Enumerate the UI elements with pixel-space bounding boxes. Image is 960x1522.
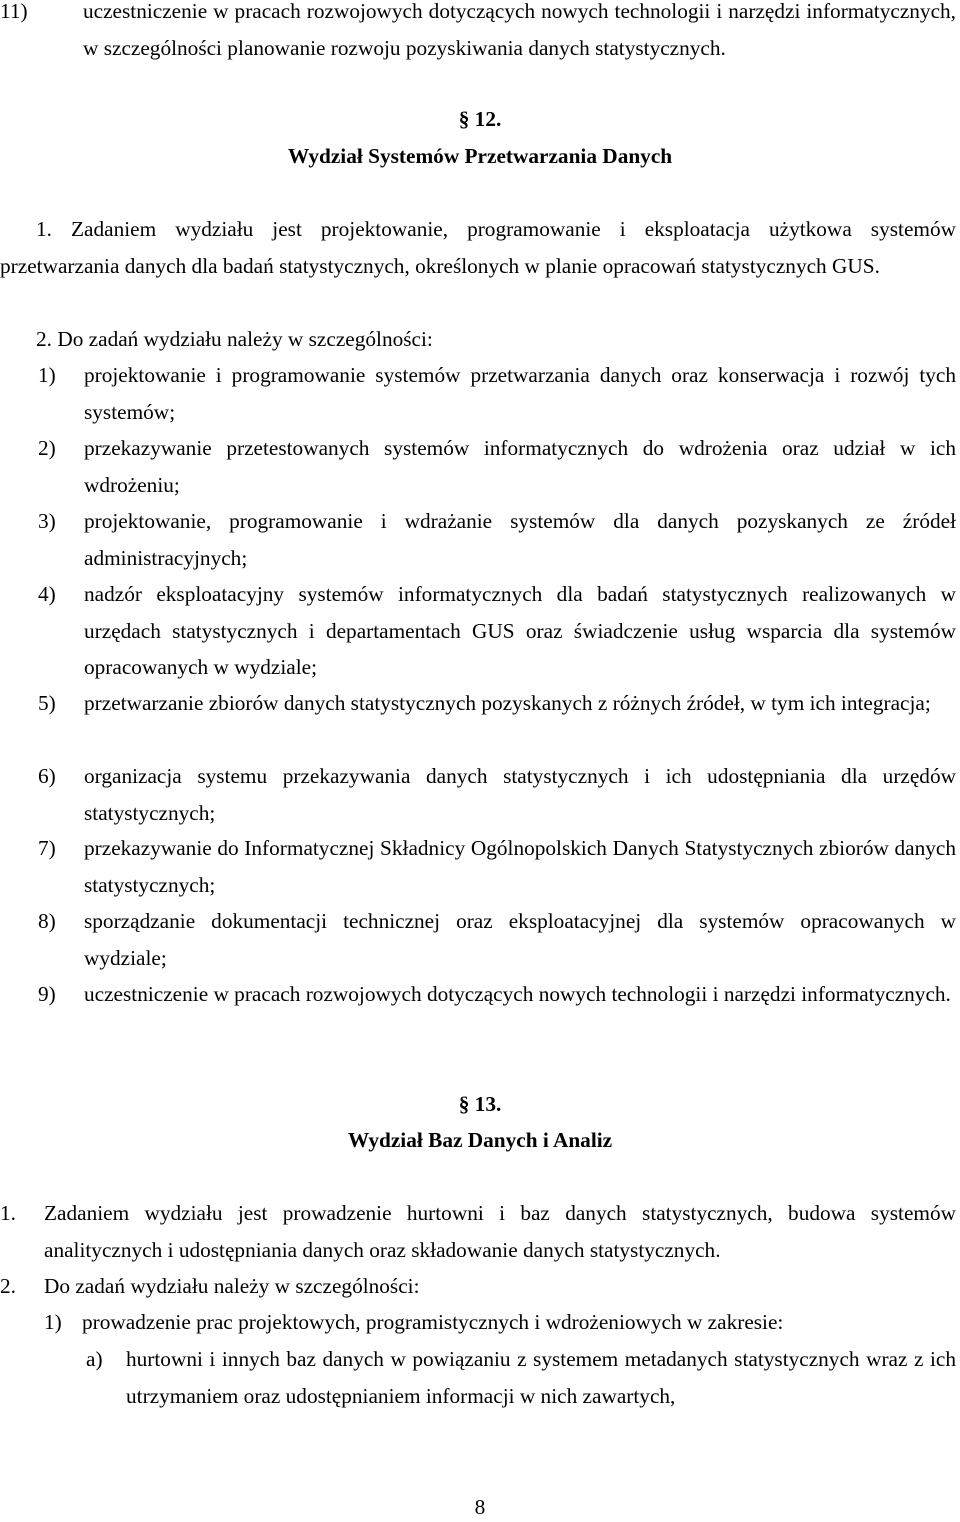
paragraph-body: Zadaniem wydziału jest prowadzenie hurtowni i baz danych statystycznych, budowa systemów analitycznych i udostępniania danych oraz składowanie danych statystycznych.	[44, 1201, 956, 1262]
item-text: prowadzenie prac projektowych, programistycznych i wdrożeniowych w zakresie:	[82, 1310, 784, 1334]
paragraph	[0, 1268, 956, 1305]
item-number: 1)	[44, 1310, 62, 1334]
paragraph	[0, 211, 956, 284]
list-item	[0, 0, 956, 66]
item-text: przekazywanie do Informatycznej Składnicy Ogólnopolskich Danych Statystycznych zbiorów danych statystycznych;	[84, 836, 956, 897]
item-number: 4)	[38, 582, 56, 606]
item-text: przetwarzanie zbiorów danych statystycznych pozyskanych z różnych źródeł, w tym ich integracja;	[84, 691, 931, 715]
paragraph-body: Do zadań wydziału należy w szczególności:	[57, 327, 433, 351]
list-item	[38, 430, 956, 503]
paragraph	[0, 321, 956, 358]
paragraph-number: 2.	[36, 327, 52, 351]
item-number: 3)	[38, 509, 56, 533]
item-number: 6)	[38, 764, 56, 788]
list-item	[38, 357, 956, 430]
paragraph-body: Zadaniem wydziału jest projektowanie, programowanie i eksploatacja użytkowa systemów przetwarzania danych dla badań statystycznych, określonych w planie opracowań statystycznych GUS.	[0, 217, 956, 278]
page-number: 8	[474, 1495, 486, 1519]
item-number: 2)	[38, 436, 56, 460]
paragraph-text	[0, 211, 956, 284]
item-number: 5)	[38, 691, 56, 715]
paragraph-body: Do zadań wydziału należy w szczególności:	[44, 1274, 420, 1298]
list-item	[44, 1304, 956, 1341]
section-title: Wydział Baz Danych i Analiz	[347, 1128, 613, 1152]
item-number: 8)	[38, 909, 56, 933]
paragraph-number: 1.	[0, 1201, 16, 1225]
item-text: projektowanie, programowanie i wdrażanie systemów dla danych pozyskanych ze źródeł administracyjnych;	[84, 509, 956, 570]
list-item	[38, 685, 956, 722]
item-text: hurtowni i innych baz danych w powiązaniu z systemem metadanych statystycznych wraz z ich utrzymaniem oraz udostępnianiem informacji w nich zawartych,	[126, 1347, 956, 1408]
item-text: uczestniczenie w pracach rozwojowych dotyczących nowych technologii i narzędzi informatycznych, w szczególności planowanie rozwoju pozyskiwania danych statystycznych.	[83, 0, 956, 60]
list-item	[38, 576, 956, 686]
item-text: nadzór eksploatacyjny systemów informatycznych dla badań statystycznych realizowanych w urzędach statystycznych i departamentach GUS oraz świadczenie usług wsparcia dla systemów opracowanych w wydziale;	[84, 582, 956, 679]
item-letter: a)	[86, 1347, 103, 1371]
section-number: § 12.	[458, 107, 502, 131]
section-number: § 13.	[458, 1092, 502, 1116]
item-number: 11)	[0, 0, 28, 23]
section-title: Wydział Systemów Przetwarzania Danych	[287, 144, 673, 168]
item-text: przekazywanie przetestowanych systemów informatycznych do wdrożenia oraz udział w ich wdrożeniu;	[84, 436, 956, 497]
list-item	[38, 503, 956, 576]
item-text: organizacja systemu przekazywania danych statystycznych i ich udostępniania dla urzędów statystycznych;	[84, 764, 956, 825]
item-number: 7)	[38, 836, 56, 860]
sub-list-item	[86, 1341, 956, 1414]
list-item	[38, 903, 956, 976]
item-number: 9)	[38, 982, 56, 1006]
item-text: uczestniczenie w pracach rozwojowych dotyczących nowych technologii i narzędzi informatycznych.	[84, 982, 951, 1006]
item-number: 1)	[38, 363, 56, 387]
paragraph-number: 2.	[0, 1274, 16, 1298]
item-text: sporządzanie dokumentacji technicznej oraz eksploatacyjnej dla systemów opracowanych w wydziale;	[84, 909, 956, 970]
list-item	[38, 758, 956, 831]
list-item	[38, 976, 956, 1013]
list-item	[38, 830, 956, 903]
paragraph-text	[0, 321, 956, 358]
paragraph-number: 1.	[36, 217, 52, 241]
item-text: projektowanie i programowanie systemów przetwarzania danych oraz konserwacja i rozwój tych systemów;	[84, 363, 956, 424]
paragraph	[0, 1195, 956, 1268]
